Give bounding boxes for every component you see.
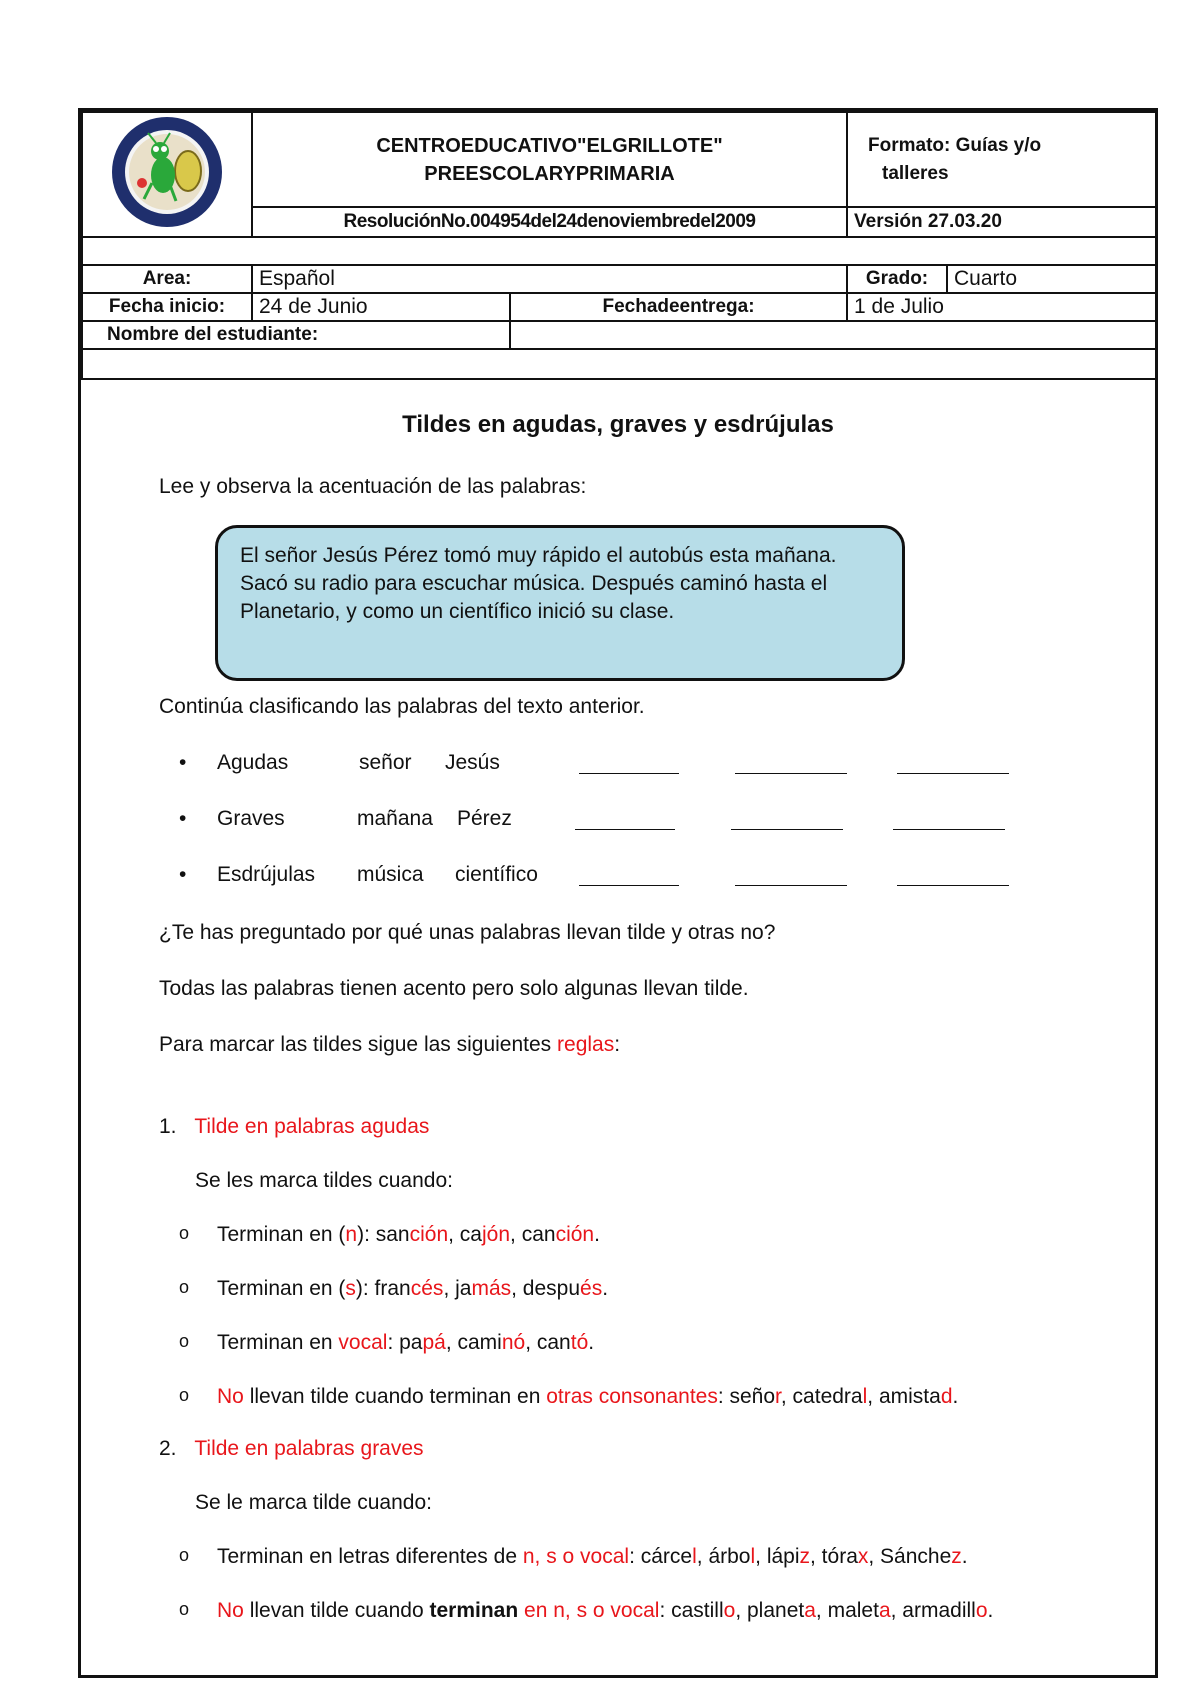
school-name: CENTROEDUCATIVO"ELGRILLOTE" xyxy=(376,134,723,157)
circle-bullet-icon: o xyxy=(179,1545,190,1565)
rule-text: Terminan en letras diferentes de n, s o vocal: cárcel, árbol, lápiz, tórax, Sánchez. xyxy=(217,1545,968,1568)
area-label: Area: xyxy=(82,265,252,293)
classify-label: Graves xyxy=(217,807,285,830)
answer-blank[interactable] xyxy=(897,751,1009,774)
grado-value[interactable]: Cuarto xyxy=(947,265,1156,293)
classify-word: Jesús xyxy=(445,751,500,774)
rule-text: Terminan en vocal: papá, caminó, cantó. xyxy=(217,1331,595,1354)
rules-intro xyxy=(159,1033,620,1057)
grado-label: Grado: xyxy=(847,265,947,293)
answer-blank[interactable] xyxy=(735,863,847,886)
rules-intro-text: Para marcar las tildes sigue las siguientes xyxy=(159,1033,558,1056)
rule-text: Terminan en (s): francés, jamás, después. xyxy=(217,1277,609,1300)
section2-number: 2. xyxy=(159,1437,177,1460)
section2-title: Tilde en palabras graves xyxy=(194,1437,424,1460)
bullet-icon: • xyxy=(179,751,187,774)
section1-lead: Se les marca tildes cuando: xyxy=(195,1169,453,1192)
circle-bullet-icon: o xyxy=(179,1599,190,1619)
answer-blank[interactable] xyxy=(893,807,1005,830)
page-title: Tildes en agudas, graves y esdrújulas xyxy=(402,411,834,438)
section2-heading xyxy=(159,1437,424,1461)
fecha-inicio-label: Fecha inicio: xyxy=(82,293,252,321)
school-level: PREESCOLARYPRIMARIA xyxy=(424,162,675,185)
section1-number: 1. xyxy=(159,1115,177,1138)
answer-blank[interactable] xyxy=(579,863,679,886)
spacer-row xyxy=(82,237,1156,265)
circle-bullet-icon: o xyxy=(179,1385,190,1405)
nombre-label: Nombre del estudiante: xyxy=(82,321,510,349)
classify-word: Pérez xyxy=(457,807,512,830)
school-name-cell xyxy=(252,112,847,207)
document-frame xyxy=(78,108,1158,1678)
question-text: ¿Te has preguntado por qué unas palabras llevan tilde y otras no? xyxy=(159,921,776,944)
circle-bullet-icon: o xyxy=(179,1277,190,1297)
intro-text: Lee y observa la acentuación de las palabras: xyxy=(159,475,587,498)
resolution: ResoluciónNo.004954del24denoviembredel2009 xyxy=(252,207,847,237)
section1-title: Tilde en palabras agudas xyxy=(194,1115,430,1138)
answer-blank[interactable] xyxy=(731,807,843,830)
rules-word: reglas xyxy=(557,1033,615,1056)
logo-cell xyxy=(82,112,252,237)
circle-bullet-icon: o xyxy=(179,1223,190,1243)
rule-text: No llevan tilde cuando terminan en n, s o vocal: castillo, planeta, maleta, armadillo. xyxy=(217,1599,994,1622)
answer-blank[interactable] xyxy=(735,751,847,774)
rule-text: Terminan en (n): sanción, cajón, canción. xyxy=(217,1223,600,1246)
bullet-icon: • xyxy=(179,863,187,886)
answer-blank[interactable] xyxy=(897,863,1009,886)
format-cell xyxy=(847,112,1156,207)
rules-colon: : xyxy=(614,1033,621,1056)
nombre-value[interactable] xyxy=(510,321,1156,349)
classify-word: científico xyxy=(455,863,538,886)
answer-blank[interactable] xyxy=(575,807,675,830)
classify-label: Agudas xyxy=(217,751,289,774)
school-logo xyxy=(108,113,226,231)
format-label-2: talleres xyxy=(882,162,949,184)
classify-word: mañana xyxy=(357,807,433,830)
circle-bullet-icon: o xyxy=(179,1331,190,1351)
fecha-inicio-value[interactable]: 24 de Junio xyxy=(252,293,510,321)
section2-lead: Se le marca tilde cuando: xyxy=(195,1491,432,1514)
fecha-entrega-value[interactable]: 1 de Julio xyxy=(847,293,1156,321)
answer-blank[interactable] xyxy=(579,751,679,774)
section1-heading xyxy=(159,1115,429,1139)
rule-text: No llevan tilde cuando terminan en otras consonantes: señor, catedral, amistad. xyxy=(217,1385,959,1408)
bullet-icon: • xyxy=(179,807,187,830)
statement-text: Todas las palabras tienen acento pero solo algunas llevan tilde. xyxy=(159,977,749,1000)
header-table xyxy=(81,111,1157,380)
reading-callout: El señor Jesús Pérez tomó muy rápido el autobús esta mañana. Sacó su radio para escuchar música. Después caminó hasta el Planetario, y como un científico inició su clase. xyxy=(215,525,905,681)
format-label: Formato: Guías y/o xyxy=(868,134,1042,156)
classify-label: Esdrújulas xyxy=(217,863,316,886)
fecha-entrega-label: Fechadeentrega: xyxy=(510,293,847,321)
version: Versión 27.03.20 xyxy=(847,207,1156,237)
classify-intro: Continúa clasificando las palabras del texto anterior. xyxy=(159,695,645,718)
classify-word: música xyxy=(357,863,424,886)
classify-word: señor xyxy=(359,751,412,774)
area-value[interactable]: Español xyxy=(252,265,847,293)
spacer-row-2 xyxy=(82,349,1156,379)
